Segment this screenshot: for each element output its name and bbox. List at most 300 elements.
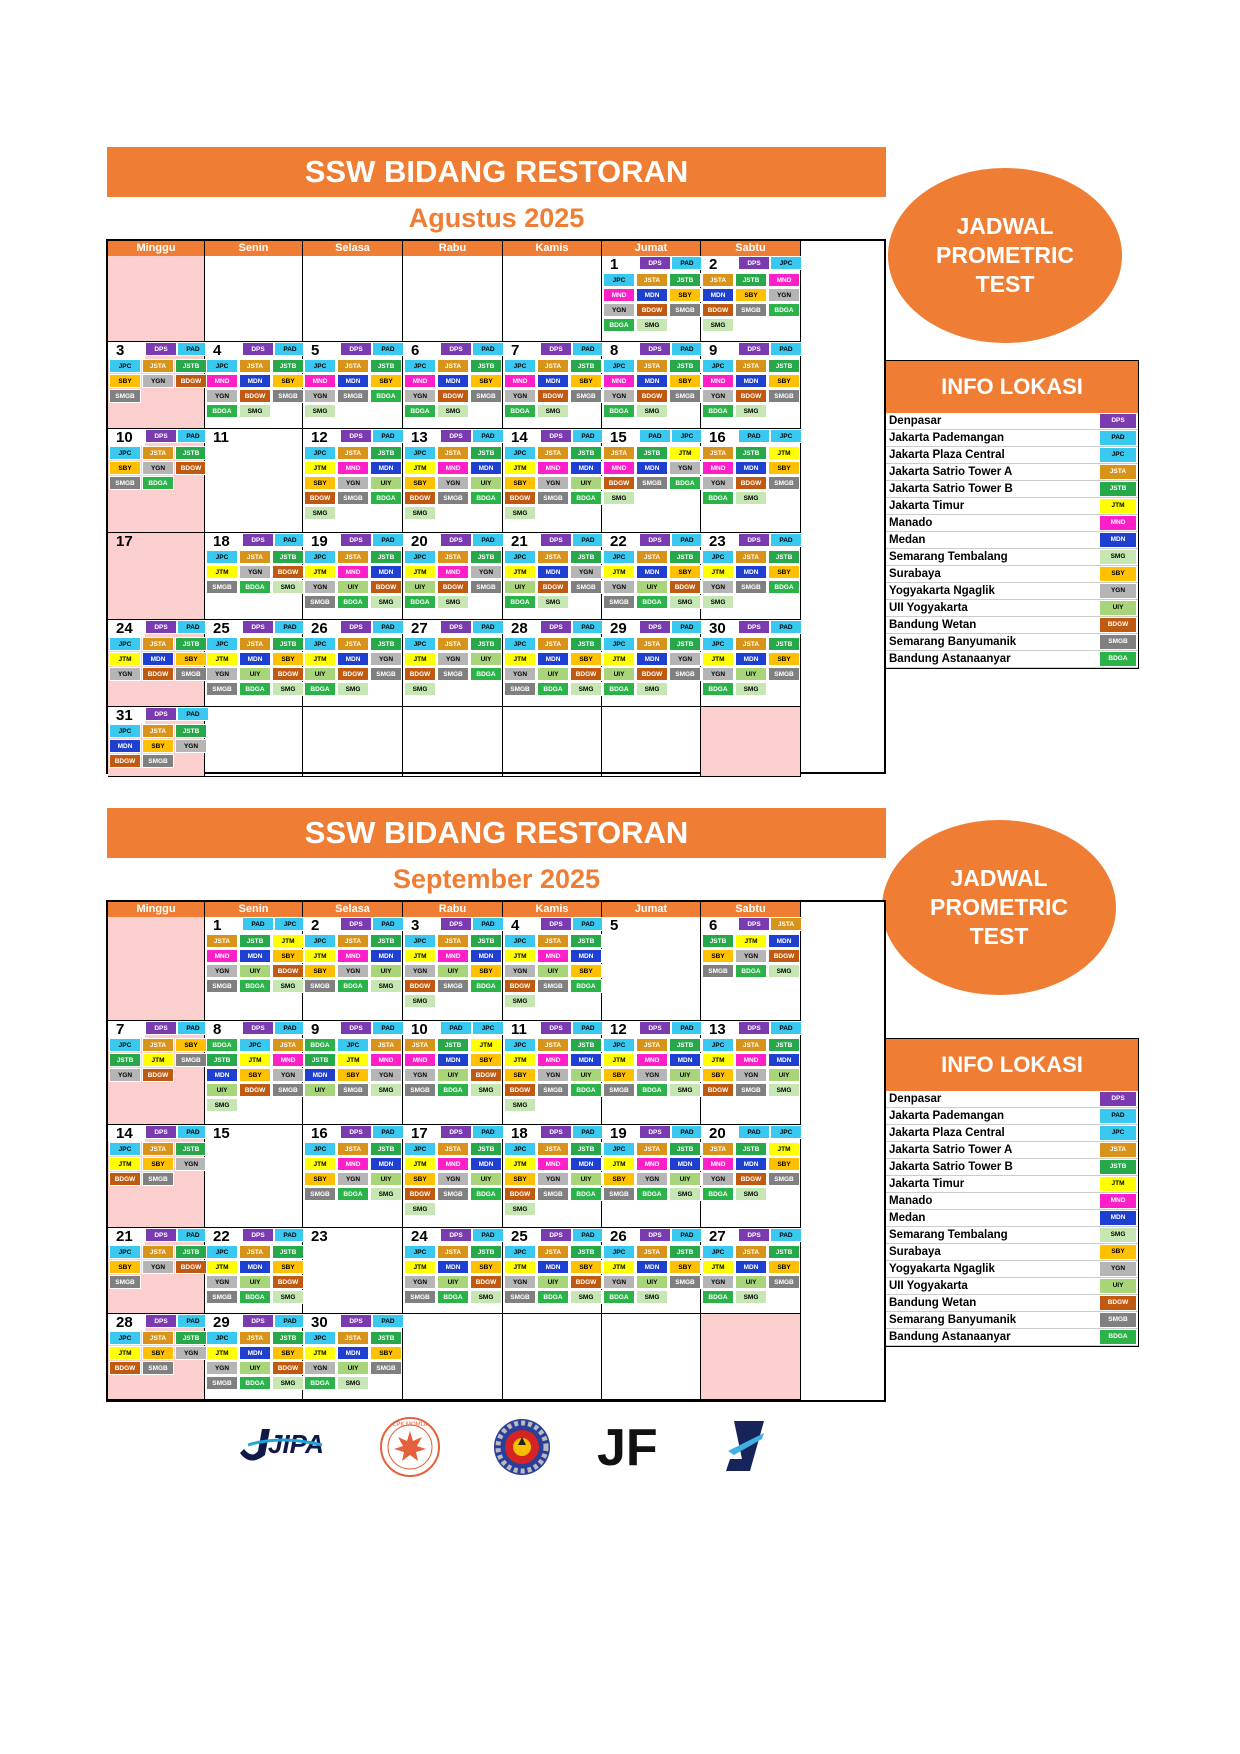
location-tag-pad: PAD xyxy=(372,533,404,547)
legend-row xyxy=(886,1329,1138,1346)
location-tag-uiy: UIY xyxy=(239,1361,271,1375)
location-tag-pad: PAD xyxy=(177,1228,209,1242)
location-tag-mdn: MDN xyxy=(437,1053,469,1067)
empty-day-cell xyxy=(403,707,503,777)
location-tag-sby: SBY xyxy=(142,739,174,753)
location-tag-ygn: YGN xyxy=(669,461,701,475)
location-tag-bdga: BDGA xyxy=(404,595,436,609)
location-tag-smgb: SMGB xyxy=(636,476,668,490)
location-tag-mnd: MND xyxy=(437,461,469,475)
location-tag-uiy: UIY xyxy=(470,1172,502,1186)
location-tag-smgb: SMGB xyxy=(404,1290,436,1304)
day-cell-29 xyxy=(205,1314,303,1400)
location-tag-jsta: JSTA xyxy=(636,1142,668,1156)
location-tag-dps: DPS xyxy=(145,1021,177,1035)
location-tag-sby: SBY xyxy=(504,1172,536,1186)
location-tag-jtm: JTM xyxy=(206,1346,238,1360)
location-tag-jtm: JTM xyxy=(304,949,336,963)
day-number: 24 xyxy=(108,620,145,637)
location-tag-jstb: JSTB xyxy=(175,359,207,373)
location-tag-bdga: BDGA xyxy=(603,404,635,418)
location-tag-mnd: MND xyxy=(437,565,469,579)
location-tag-jpc: JPC xyxy=(404,550,436,564)
day-number: 7 xyxy=(108,1021,145,1038)
location-tag-bdgw: BDGW xyxy=(404,667,436,681)
location-tag-pad: PAD xyxy=(274,1228,306,1242)
location-tag-uiy: UIY xyxy=(636,580,668,594)
day-cell-6 xyxy=(403,342,503,429)
location-tag-smgb: SMGB xyxy=(142,754,174,768)
legend-location-name: Jakarta Timur xyxy=(889,1178,965,1190)
location-tag-jsta: JSTA xyxy=(437,637,469,651)
day-number: 13 xyxy=(403,429,440,446)
location-tag-pad: PAD xyxy=(372,1125,404,1139)
location-tag-mdn: MDN xyxy=(370,1157,402,1171)
location-tag-jstb: JSTB xyxy=(370,550,402,564)
location-tag-bdga: BDGA xyxy=(304,1376,336,1390)
location-tag-jpc: JPC xyxy=(404,1245,436,1259)
location-tag-mdn: MDN xyxy=(537,374,569,388)
legend-code-swatch: UIY xyxy=(1100,601,1136,615)
location-tag-uiy: UIY xyxy=(504,580,536,594)
day-cell-23 xyxy=(701,533,801,620)
location-tag-jstb: JSTB xyxy=(470,359,502,373)
location-tag-dps: DPS xyxy=(540,1125,572,1139)
location-tag-sby: SBY xyxy=(337,1068,369,1082)
location-tag-jsta: JSTA xyxy=(337,1331,369,1345)
location-tag-ygn: YGN xyxy=(206,1361,238,1375)
day-cell-26 xyxy=(303,620,403,707)
location-tag-dps: DPS xyxy=(145,707,177,721)
location-tag-uiy: UIY xyxy=(735,667,767,681)
location-tag-bdgw: BDGW xyxy=(337,667,369,681)
location-tag-ygn: YGN xyxy=(109,667,141,681)
location-tag-dps: DPS xyxy=(242,533,274,547)
location-tag-smg: SMG xyxy=(272,682,304,696)
location-tag-bdgw: BDGW xyxy=(702,1083,734,1097)
location-tag-bdga: BDGA xyxy=(570,1187,602,1201)
location-tag-smg: SMG xyxy=(669,1187,701,1201)
location-tag-smgb: SMGB xyxy=(669,667,701,681)
legend-code-swatch: JTM xyxy=(1100,1177,1136,1191)
location-tag-pad: PAD xyxy=(274,1021,306,1035)
day-number: 27 xyxy=(701,1228,738,1245)
location-tag-uiy: UIY xyxy=(768,1068,800,1082)
location-tag-pad: PAD xyxy=(671,1228,703,1242)
location-tag-jpc: JPC xyxy=(504,359,536,373)
location-tag-sby: SBY xyxy=(470,964,502,978)
location-tag-jpc: JPC xyxy=(504,1142,536,1156)
location-tag-ygn: YGN xyxy=(504,964,536,978)
legend-location-name: Jakarta Pademangan xyxy=(889,1110,1005,1122)
location-tag-bdga: BDGA xyxy=(669,476,701,490)
jipa-text: JIPA xyxy=(268,1429,324,1459)
location-tag-bdga: BDGA xyxy=(702,404,734,418)
location-tag-jsta: JSTA xyxy=(537,637,569,651)
location-tag-dps: DPS xyxy=(639,342,671,356)
location-tag-sby: SBY xyxy=(603,1172,635,1186)
location-tag-smgb: SMGB xyxy=(337,1083,369,1097)
location-tag-mdn: MDN xyxy=(337,374,369,388)
location-tag-smgb: SMGB xyxy=(537,1083,569,1097)
legend-location-name: Semarang Tembalang xyxy=(889,1229,1008,1241)
location-tag-bdga: BDGA xyxy=(239,1376,271,1390)
info-lokasi-title: INFO LOKASI xyxy=(886,361,1138,413)
location-tag-mnd: MND xyxy=(537,1053,569,1067)
day-number: 30 xyxy=(303,1314,340,1331)
location-tag-pad: PAD xyxy=(770,1021,802,1035)
location-tag-pad: PAD xyxy=(177,429,209,443)
location-tag-sby: SBY xyxy=(304,964,336,978)
location-tag-bdgw: BDGW xyxy=(175,374,207,388)
location-tag-dps: DPS xyxy=(340,429,372,443)
location-tag-smg: SMG xyxy=(370,1187,402,1201)
location-tag-dps: DPS xyxy=(340,1314,372,1328)
day-number: 28 xyxy=(108,1314,145,1331)
location-tag-jsta: JSTA xyxy=(537,446,569,460)
legend-row xyxy=(886,634,1138,651)
legend-location-name: Semarang Banyumanik xyxy=(889,1314,1017,1326)
location-tag-mnd: MND xyxy=(735,1053,767,1067)
location-tag-bdga: BDGA xyxy=(239,979,271,993)
location-tag-jtm: JTM xyxy=(603,1053,635,1067)
legend-code-swatch: BDGW xyxy=(1100,1296,1136,1310)
day-number: 19 xyxy=(602,1125,639,1142)
location-tag-jstb: JSTB xyxy=(570,1142,602,1156)
day-cell-20 xyxy=(403,533,503,620)
location-tag-jsta: JSTA xyxy=(337,446,369,460)
location-tag-jsta: JSTA xyxy=(142,1142,174,1156)
location-tag-sby: SBY xyxy=(470,1260,502,1274)
location-tag-jsta: JSTA xyxy=(636,1245,668,1259)
location-tag-dps: DPS xyxy=(540,917,572,931)
location-tag-uiy: UIY xyxy=(570,476,602,490)
day-number: 3 xyxy=(108,342,145,359)
location-tag-dps: DPS xyxy=(738,1228,770,1242)
location-tag-jpc: JPC xyxy=(603,550,635,564)
location-tag-bdgw: BDGW xyxy=(272,964,304,978)
location-tag-jstb: JSTB xyxy=(370,446,402,460)
location-tag-mnd: MND xyxy=(702,461,734,475)
location-tag-pad: PAD xyxy=(177,1021,209,1035)
location-tag-jpc: JPC xyxy=(404,1142,436,1156)
day-number: 6 xyxy=(403,342,440,359)
legend-row xyxy=(886,515,1138,532)
location-tag-pad: PAD xyxy=(572,917,604,931)
location-tag-jsta: JSTA xyxy=(603,446,635,460)
location-tag-smg: SMG xyxy=(768,964,800,978)
legend-location-name: Semarang Banyumanik xyxy=(889,636,1017,648)
legend-row xyxy=(886,600,1138,617)
location-tag-smg: SMG xyxy=(735,404,767,418)
legend-row xyxy=(886,1159,1138,1176)
day-cell-25 xyxy=(205,620,303,707)
location-tag-smgb: SMGB xyxy=(272,389,304,403)
location-tag-mdn: MDN xyxy=(636,374,668,388)
location-tag-mdn: MDN xyxy=(636,288,668,302)
location-tag-mdn: MDN xyxy=(239,374,271,388)
legend-code-swatch: DPS xyxy=(1100,1092,1136,1106)
location-tag-bdga: BDGA xyxy=(768,303,800,317)
legend-location-name: Yogyakarta Ngaglik xyxy=(889,585,995,597)
location-tag-mnd: MND xyxy=(404,374,436,388)
legend-code-swatch: DPS xyxy=(1100,414,1136,428)
day-number: 13 xyxy=(701,1021,738,1038)
location-tag-sby: SBY xyxy=(669,1260,701,1274)
location-tag-bdgw: BDGW xyxy=(702,303,734,317)
day-cell-21 xyxy=(108,1228,205,1314)
location-tag-jtm: JTM xyxy=(404,949,436,963)
location-tag-pad: PAD xyxy=(572,533,604,547)
location-tag-jpc: JPC xyxy=(109,637,141,651)
legend-location-name: Bandung Astanaanyar xyxy=(889,1331,1011,1343)
legend-row xyxy=(886,1108,1138,1125)
location-tag-uiy: UIY xyxy=(537,964,569,978)
location-tag-smgb: SMGB xyxy=(370,667,402,681)
location-tag-dps: DPS xyxy=(340,1021,372,1035)
location-tag-bdgw: BDGW xyxy=(304,491,336,505)
location-tag-smgb: SMGB xyxy=(337,491,369,505)
location-tag-smgb: SMGB xyxy=(537,979,569,993)
location-tag-bdgw: BDGW xyxy=(669,580,701,594)
location-tag-sby: SBY xyxy=(735,288,767,302)
location-tag-ygn: YGN xyxy=(206,1275,238,1289)
location-tag-jsta: JSTA xyxy=(537,934,569,948)
location-tag-dps: DPS xyxy=(242,620,274,634)
location-tag-smg: SMG xyxy=(272,1290,304,1304)
location-tag-pad: PAD xyxy=(372,620,404,634)
legend-location-name: Denpasar xyxy=(889,415,942,427)
location-tag-pad: PAD xyxy=(671,342,703,356)
location-tag-uiy: UIY xyxy=(404,580,436,594)
weekday-header-kamis: Kamis xyxy=(503,241,602,256)
location-tag-sby: SBY xyxy=(109,461,141,475)
location-tag-uiy: UIY xyxy=(470,476,502,490)
location-tag-jstb: JSTB xyxy=(702,934,734,948)
legend-code-swatch: SMGB xyxy=(1100,635,1136,649)
location-tag-bdga: BDGA xyxy=(702,1187,734,1201)
location-tag-sby: SBY xyxy=(142,1157,174,1171)
legend-row xyxy=(886,617,1138,634)
airplane-icon xyxy=(720,1415,770,1479)
location-tag-smgb: SMGB xyxy=(206,979,238,993)
location-tag-smgb: SMGB xyxy=(470,389,502,403)
day-cell-28 xyxy=(503,620,602,707)
location-tag-jsta: JSTA xyxy=(735,1245,767,1259)
legend-code-swatch: JTM xyxy=(1100,499,1136,513)
location-tag-dps: DPS xyxy=(540,1021,572,1035)
legend-location-name: Jakarta Satrio Tower B xyxy=(889,1161,1013,1173)
momiji-leaf-icon xyxy=(378,1415,442,1479)
location-tag-smg: SMG xyxy=(272,979,304,993)
day-number: 9 xyxy=(701,342,738,359)
location-tag-jstb: JSTB xyxy=(370,1142,402,1156)
location-tag-mnd: MND xyxy=(337,461,369,475)
location-tag-smgb: SMGB xyxy=(109,389,141,403)
location-tag-smg: SMG xyxy=(470,1290,502,1304)
weekday-header-kamis: Kamis xyxy=(503,902,602,917)
empty-day-cell xyxy=(503,256,602,342)
location-tag-jpc: JPC xyxy=(504,1245,536,1259)
location-tag-jstb: JSTB xyxy=(570,446,602,460)
location-tag-pad: PAD xyxy=(572,1021,604,1035)
location-tag-smg: SMG xyxy=(404,682,436,696)
location-tag-smgb: SMGB xyxy=(370,1361,402,1375)
location-tag-uiy: UIY xyxy=(537,667,569,681)
day-cell-19 xyxy=(602,1125,701,1228)
location-tag-jpc: JPC xyxy=(206,637,238,651)
location-tag-bdgw: BDGW xyxy=(537,580,569,594)
location-tag-mnd: MND xyxy=(370,1053,402,1067)
location-tag-jsta: JSTA xyxy=(437,934,469,948)
location-tag-sby: SBY xyxy=(768,652,800,666)
location-tag-jstb: JSTB xyxy=(669,1245,701,1259)
location-tag-ygn: YGN xyxy=(603,1275,635,1289)
location-tag-ygn: YGN xyxy=(272,1068,304,1082)
legend-location-name: Jakarta Pademangan xyxy=(889,432,1005,444)
location-tag-smg: SMG xyxy=(603,491,635,505)
day-cell-10 xyxy=(403,1021,503,1125)
day-cell-22 xyxy=(602,533,701,620)
location-tag-smgb: SMGB xyxy=(504,1290,536,1304)
day-cell-3 xyxy=(108,342,205,429)
day-number: 6 xyxy=(701,917,738,934)
location-tag-smgb: SMGB xyxy=(272,1083,304,1097)
location-tag-jsta: JSTA xyxy=(770,917,802,931)
day-number: 4 xyxy=(205,342,242,359)
location-tag-bdga: BDGA xyxy=(636,595,668,609)
aug-jadwal-badge xyxy=(888,168,1122,343)
badge-line: TEST xyxy=(975,271,1035,297)
location-tag-jtm: JTM xyxy=(504,1157,536,1171)
location-tag-mnd: MND xyxy=(437,949,469,963)
location-tag-dps: DPS xyxy=(340,620,372,634)
location-tag-jtm: JTM xyxy=(504,652,536,666)
day-number: 25 xyxy=(205,620,242,637)
location-tag-bdga: BDGA xyxy=(337,595,369,609)
location-tag-jstb: JSTB xyxy=(272,1331,304,1345)
location-tag-jtm: JTM xyxy=(768,446,800,460)
location-tag-jsta: JSTA xyxy=(537,1038,569,1052)
location-tag-mnd: MND xyxy=(537,949,569,963)
location-tag-jpc: JPC xyxy=(671,429,703,443)
location-tag-uiy: UIY xyxy=(669,1068,701,1082)
day-cell-4 xyxy=(503,917,602,1021)
location-tag-sby: SBY xyxy=(768,565,800,579)
location-tag-dps: DPS xyxy=(639,620,671,634)
location-tag-jstb: JSTB xyxy=(768,637,800,651)
location-tag-mdn: MDN xyxy=(735,1157,767,1171)
day-number: 11 xyxy=(503,1021,540,1038)
location-tag-sby: SBY xyxy=(109,374,141,388)
lpk-momiji-logo xyxy=(378,1415,442,1485)
location-tag-bdga: BDGA xyxy=(570,491,602,505)
location-tag-jpc: JPC xyxy=(603,637,635,651)
location-tag-pad: PAD xyxy=(274,342,306,356)
location-tag-bdgw: BDGW xyxy=(109,754,141,768)
location-tag-jtm: JTM xyxy=(239,1053,271,1067)
location-tag-ygn: YGN xyxy=(370,1068,402,1082)
day-cell-13 xyxy=(403,429,503,533)
location-tag-uiy: UIY xyxy=(370,476,402,490)
location-tag-smg: SMG xyxy=(304,506,336,520)
location-tag-mdn: MDN xyxy=(437,374,469,388)
location-tag-bdga: BDGA xyxy=(437,1083,469,1097)
location-tag-jstb: JSTB xyxy=(735,446,767,460)
location-tag-sby: SBY xyxy=(142,1346,174,1360)
location-tag-smgb: SMGB xyxy=(437,491,469,505)
location-tag-smgb: SMGB xyxy=(304,979,336,993)
location-tag-pad: PAD xyxy=(572,1228,604,1242)
legend-code-swatch: SBY xyxy=(1100,567,1136,581)
location-tag-sby: SBY xyxy=(603,1068,635,1082)
legend-location-name: Jakarta Satrio Tower B xyxy=(889,483,1013,495)
badge-line: JADWAL xyxy=(950,865,1048,891)
location-tag-bdga: BDGA xyxy=(142,476,174,490)
location-tag-mdn: MDN xyxy=(768,1053,800,1067)
location-tag-smgb: SMGB xyxy=(206,580,238,594)
location-tag-jpc: JPC xyxy=(404,637,436,651)
location-tag-uiy: UIY xyxy=(304,667,336,681)
location-tag-pad: PAD xyxy=(572,1125,604,1139)
day-number: 10 xyxy=(403,1021,440,1038)
location-tag-pad: PAD xyxy=(572,342,604,356)
location-tag-bdga: BDGA xyxy=(239,580,271,594)
location-tag-mdn: MDN xyxy=(570,1053,602,1067)
day-cell-18 xyxy=(205,533,303,620)
location-tag-jstb: JSTB xyxy=(370,934,402,948)
location-tag-pad: PAD xyxy=(472,533,504,547)
j-airplane-logo xyxy=(720,1415,770,1485)
location-tag-mdn: MDN xyxy=(337,652,369,666)
location-tag-uiy: UIY xyxy=(437,1068,469,1082)
location-tag-sby: SBY xyxy=(370,1346,402,1360)
location-tag-jsta: JSTA xyxy=(735,637,767,651)
jf-text: JF xyxy=(597,1419,658,1475)
location-tag-smgb: SMGB xyxy=(304,1187,336,1201)
day-cell-9 xyxy=(303,1021,403,1125)
location-tag-jpc: JPC xyxy=(304,550,336,564)
location-tag-ygn: YGN xyxy=(404,389,436,403)
location-tag-mdn: MDN xyxy=(735,565,767,579)
day-number: 14 xyxy=(108,1125,145,1142)
location-tag-dps: DPS xyxy=(440,620,472,634)
location-tag-bdgw: BDGW xyxy=(636,303,668,317)
location-tag-smg: SMG xyxy=(337,682,369,696)
location-tag-bdgw: BDGW xyxy=(735,1172,767,1186)
location-tag-dps: DPS xyxy=(440,1228,472,1242)
weekday-header-jumat: Jumat xyxy=(602,241,701,256)
day-number: 8 xyxy=(602,342,639,359)
day-number: 2 xyxy=(701,256,738,273)
location-tag-pad: PAD xyxy=(770,1228,802,1242)
legend-row xyxy=(886,1244,1138,1261)
location-tag-ygn: YGN xyxy=(337,476,369,490)
empty-day-cell xyxy=(303,707,403,777)
location-tag-jpc: JPC xyxy=(109,1245,141,1259)
location-tag-bdga: BDGA xyxy=(470,491,502,505)
day-cell-1 xyxy=(602,256,701,342)
location-tag-bdga: BDGA xyxy=(370,389,402,403)
location-tag-jstb: JSTB xyxy=(175,446,207,460)
day-number: 16 xyxy=(303,1125,340,1142)
location-tag-dps: DPS xyxy=(738,917,770,931)
location-tag-jpc: JPC xyxy=(603,1038,635,1052)
day-cell-17 xyxy=(403,1125,503,1228)
location-tag-jtm: JTM xyxy=(304,461,336,475)
location-tag-smg: SMG xyxy=(537,595,569,609)
sep-calendar-grid xyxy=(106,900,886,1402)
